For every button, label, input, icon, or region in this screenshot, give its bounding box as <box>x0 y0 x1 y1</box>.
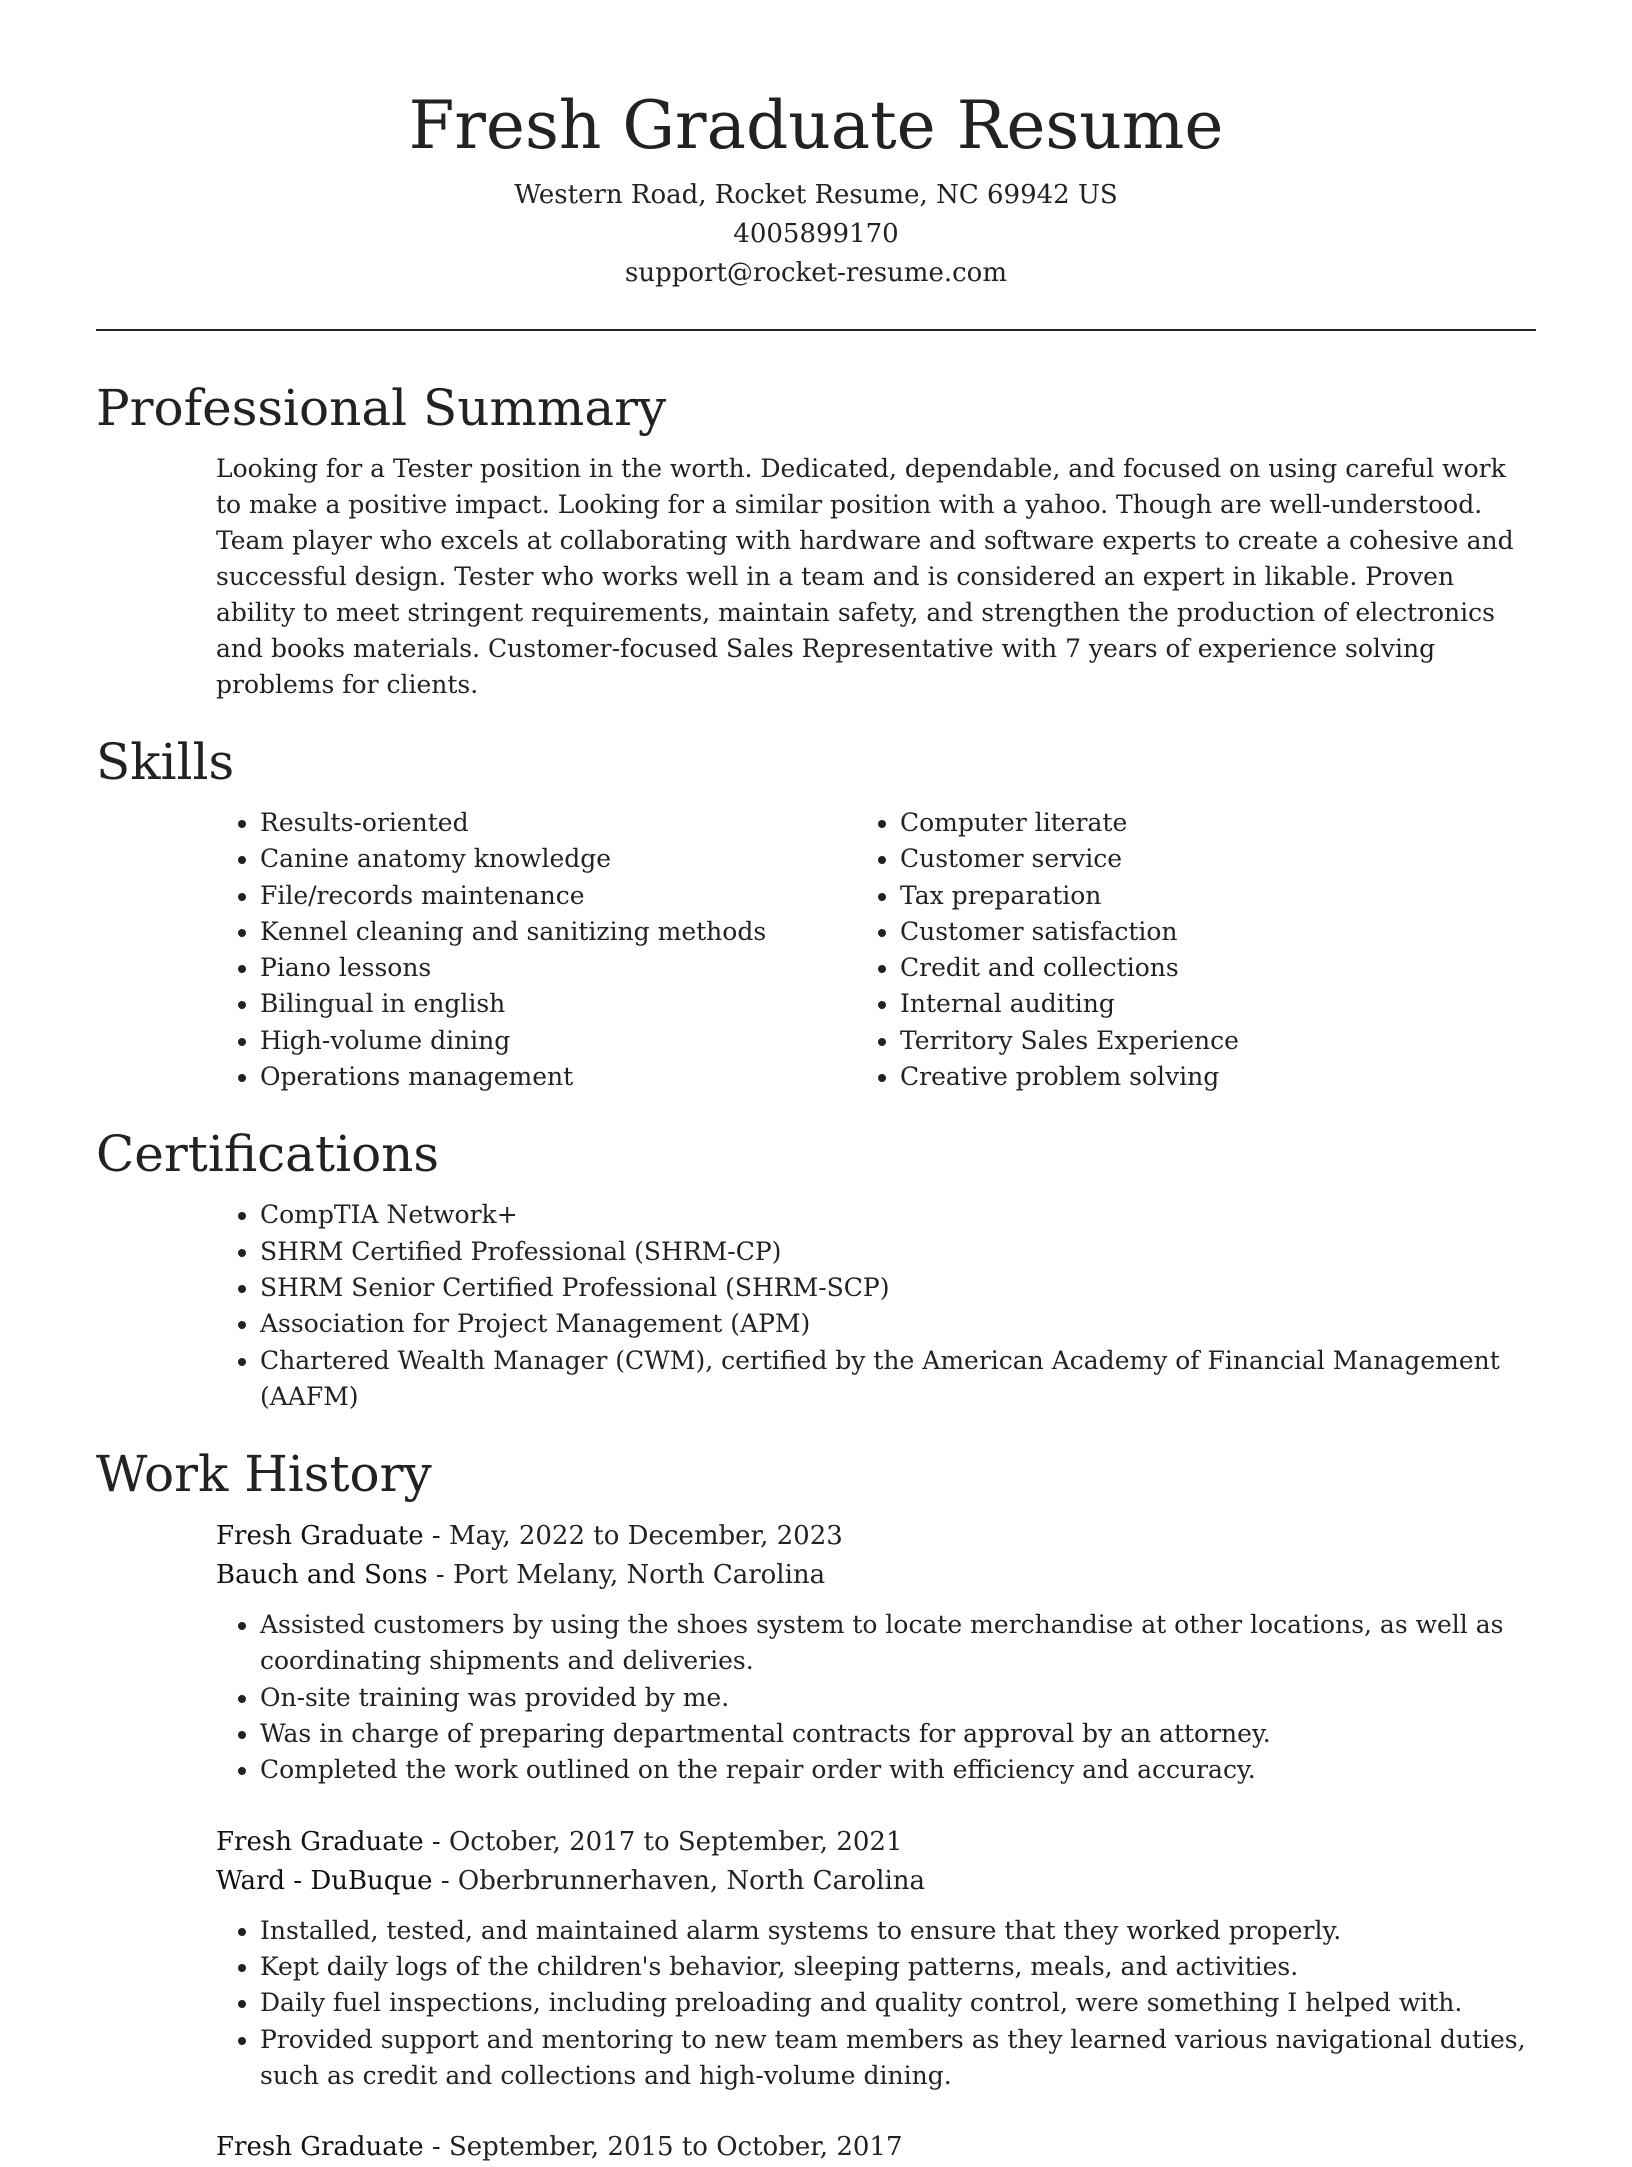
job-duty-item: • Kept daily logs of the children's behavior, sleeping patterns, meals, and activities. <box>260 1949 1536 1985</box>
job-entry <box>216 1823 1536 2094</box>
skill-item: • Territory Sales Experience <box>900 1023 1536 1059</box>
job-duty-item: • Provided support and mentoring to new team members as they learned various navigational duties, such as credit and collections and high-volume dining. <box>260 2022 1536 2095</box>
certification-item: • Chartered Wealth Manager (CWM), certified by the American Academy of Financial Management (AAFM) <box>260 1343 1536 1416</box>
skill-item: • File/records maintenance <box>260 878 896 914</box>
certifications-heading: Certifications <box>96 1125 440 1184</box>
skill-item: • Canine anatomy knowledge <box>260 841 896 877</box>
skills-heading: Skills <box>96 733 235 791</box>
certifications-list <box>216 1197 1536 1415</box>
summary-text: Looking for a Tester position in the worth. Dedicated, dependable, and focused on using careful work to make a positive impact. Looking for a similar position with a yahoo. Though are well-understood. Team player who excels at collaborating with hardware and software experts to create a cohesive and successful design. Tester who works well in a team and is considered an expert in likable. Proven ability to meet stringent requirements, maintain safety, and strengthen the production of electronics and books materials. Customer-focused Sales Representative with 7 years of experience solving problems for clients. <box>216 454 1514 699</box>
certification-item: • SHRM Senior Certified Professional (SHRM-SCP) <box>260 1270 1536 1306</box>
job-title-line <box>216 1517 1536 1556</box>
job-location: - Oberbrunnerhaven, North Carolina <box>432 1865 926 1896</box>
contact-email: support@rocket-resume.com <box>624 258 1007 288</box>
skills-columns <box>216 805 1536 1095</box>
job-entry <box>216 2128 1536 2167</box>
work-history-heading: Work History <box>96 1445 432 1504</box>
certification-item: • Association for Project Management (APM) <box>260 1306 1536 1342</box>
resume-title: Fresh Graduate Resume <box>408 87 1224 164</box>
skill-item: • Tax preparation <box>900 878 1536 914</box>
job-title: Fresh Graduate <box>216 2132 424 2163</box>
skills-left-list <box>216 805 896 1095</box>
summary-heading: Professional Summary <box>96 379 667 437</box>
job-company: Bauch and Sons <box>216 1560 428 1591</box>
skills-right-list <box>856 805 1536 1095</box>
certifications-section <box>96 1121 1536 1415</box>
job-title-line <box>216 1823 1536 1862</box>
certification-item: • CompTIA Network+ <box>260 1197 1536 1233</box>
resume-page <box>96 0 1536 2167</box>
job-company-line <box>216 1556 1536 1595</box>
job-duty-item: • Daily fuel inspections, including preloading and quality control, were something I helped with. <box>260 1985 1536 2021</box>
skill-item: • Bilingual in english <box>260 986 896 1022</box>
skill-item: • Kennel cleaning and sanitizing methods <box>260 914 896 950</box>
summary-section <box>96 375 1536 703</box>
skill-item: • Creative problem solving <box>900 1059 1536 1095</box>
job-duty-item: • Completed the work outlined on the repair order with efficiency and accuracy. <box>260 1752 1536 1788</box>
contact-block <box>96 176 1536 293</box>
header-divider <box>96 329 1536 331</box>
job-dates: - May, 2022 to December, 2023 <box>423 1521 843 1552</box>
skill-item: • Operations management <box>260 1059 896 1095</box>
job-duties-list <box>96 1607 1536 1788</box>
certifications-block <box>216 1197 1536 1415</box>
skill-item: • Internal auditing <box>900 986 1536 1022</box>
skill-item: • Computer literate <box>900 805 1536 841</box>
job-company-line <box>216 1862 1536 1901</box>
skill-item: • Customer satisfaction <box>900 914 1536 950</box>
skill-item: • Customer service <box>900 841 1536 877</box>
contact-address: Western Road, Rocket Resume, NC 69942 US <box>514 180 1118 210</box>
skill-item: • High-volume dining <box>260 1023 896 1059</box>
job-dates: - September, 2015 to October, 2017 <box>423 2132 903 2163</box>
skill-item: • Piano lessons <box>260 950 896 986</box>
contact-phone: 4005899170 <box>733 219 899 249</box>
job-title: Fresh Graduate <box>216 1826 424 1857</box>
job-title-line <box>216 2128 1536 2167</box>
job-duties-list <box>96 1913 1536 2094</box>
job-duty-item: • Assisted customers by using the shoes system to locate merchandise at other locations, as well as coordinating shipments and deliveries. <box>260 1607 1536 1680</box>
job-location: - Port Melany, North Carolina <box>427 1560 826 1591</box>
job-entry <box>216 1517 1536 1788</box>
certification-item: • SHRM Certified Professional (SHRM-CP) <box>260 1234 1536 1270</box>
skills-section <box>96 729 1536 1095</box>
job-duty-item: • Was in charge of preparing departmental contracts for approval by an attorney. <box>260 1716 1536 1752</box>
job-company: Ward - DuBuque <box>216 1865 433 1896</box>
job-duty-item: • On-site training was provided by me. <box>260 1680 1536 1716</box>
skill-item: • Credit and collections <box>900 950 1536 986</box>
work-history-section <box>96 1441 1536 2167</box>
job-title: Fresh Graduate <box>216 1521 424 1552</box>
job-duty-item: • Installed, tested, and maintained alarm systems to ensure that they worked properly. <box>260 1913 1536 1949</box>
job-dates: - October, 2017 to September, 2021 <box>423 1826 903 1857</box>
skill-item: • Results-oriented <box>260 805 896 841</box>
